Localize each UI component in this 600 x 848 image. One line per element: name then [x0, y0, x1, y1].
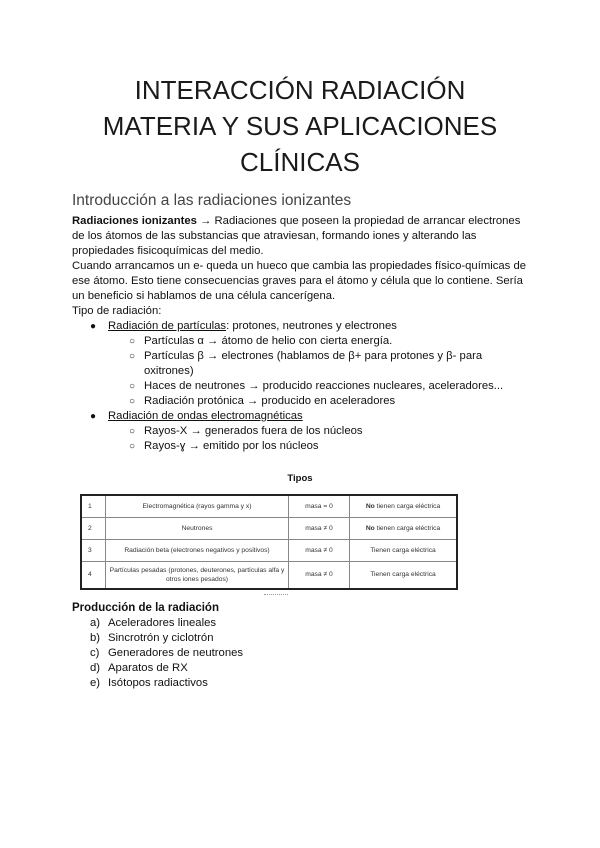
table-cell-number: 1 — [81, 495, 106, 517]
charge-text: tienen carga eléctrica — [374, 502, 441, 510]
table-row — [81, 561, 457, 589]
sub-list — [108, 424, 532, 454]
list-item — [72, 646, 243, 661]
table-cell-number: 3 — [81, 539, 106, 561]
table-cell-description: Neutrones — [106, 517, 289, 539]
hollow-bullet-icon: ○ — [129, 381, 136, 392]
list-text: Isótopos radiactivos — [108, 677, 208, 689]
title-line: INTERACCIÓN RADIACIÓN — [134, 75, 466, 105]
table-cell-mass: masa ≠ 0 — [289, 561, 350, 589]
list-item — [72, 676, 243, 691]
list-label: a) — [90, 617, 101, 629]
title-line: CLÍNICAS — [240, 147, 360, 177]
hollow-bullet-icon: ○ — [129, 351, 136, 362]
list-text: Sincrotrón y ciclotrón — [108, 632, 214, 644]
production-heading: Producción de la radiación — [72, 602, 219, 614]
list-item — [72, 661, 243, 676]
definition-paragraph — [72, 214, 532, 259]
list-label: e) — [90, 677, 101, 689]
list-label: c) — [90, 647, 100, 659]
list-label: d) — [90, 662, 101, 674]
table-cell-number: 4 — [81, 561, 106, 589]
table-cell-charge — [350, 495, 458, 517]
sub-item-text: Rayos-X → generados fuera de los núcleos — [144, 425, 363, 437]
title-line: MATERIA Y SUS APLICACIONES — [102, 111, 498, 141]
table-row — [81, 539, 457, 561]
charge-text: Tienen carga eléctrica — [370, 571, 436, 579]
table-cell-charge — [350, 539, 458, 561]
table-cell-description: Radiación beta (electrones negativos y positivos) — [106, 539, 289, 561]
table-cell-charge — [350, 517, 458, 539]
list-item — [72, 631, 243, 646]
sub-item-text: Rayos-ɣ → emitido por los núcleos — [144, 440, 319, 452]
list-text: Aparatos de RX — [108, 662, 188, 674]
sub-item-text: Haces de neutrones → producido reacciones nucleares, aceleradores... — [144, 380, 504, 392]
list-item — [108, 394, 532, 409]
hollow-bullet-icon: ○ — [129, 396, 136, 407]
table-cell-mass: masa = 0 — [289, 495, 350, 517]
bold-term: Radiaciones ionizantes — [72, 215, 197, 227]
list-item — [108, 439, 532, 454]
list-item — [108, 349, 532, 379]
hollow-bullet-icon: ○ — [129, 426, 136, 437]
table-cell-description: Partículas pesadas (protones, deuterones, partículas alfa y otros iones pesados) — [106, 561, 289, 589]
radiation-type-label: Radiación de ondas electromagnéticas — [108, 410, 303, 422]
bullet-icon: ● — [90, 321, 97, 332]
charge-negation: No — [365, 524, 375, 532]
charge-text: Tienen carga eléctrica — [370, 546, 436, 554]
table-cell-charge — [350, 561, 458, 589]
radiation-type-label: Radiación de partículas — [108, 320, 227, 332]
document-title — [40, 72, 560, 180]
charge-negation: No — [365, 502, 375, 510]
list-item — [108, 379, 532, 394]
radiation-type-list — [72, 319, 532, 454]
section-heading: Introducción a las radiaciones ionizantes — [72, 192, 352, 209]
sub-item-text: Radiación protónica → producido en aceleradores — [144, 395, 396, 407]
sub-item-text: Partículas α → átomo de helio con cierta energía. — [144, 335, 393, 347]
sub-list — [108, 334, 532, 409]
hollow-bullet-icon: ○ — [129, 336, 136, 347]
hollow-bullet-icon: ○ — [129, 441, 136, 452]
table-row — [81, 495, 457, 517]
table-cell-description: Electromagnética (rayos gamma y x) — [106, 495, 289, 517]
list-text: Generadores de neutrones — [108, 647, 244, 659]
table-cell-mass: masa ≠ 0 — [289, 517, 350, 539]
types-label: Tipo de radiación: — [72, 305, 162, 317]
radiation-types-table — [80, 494, 458, 590]
definition-text: → Radiaciones que poseen la propiedad de arrancar electrones de los átomos de las substancias que atraviesan, formando iones y alterando las propiedades fisicoquímicas del medio. — [72, 215, 521, 257]
list-text: Aceleradores lineales — [108, 617, 217, 629]
bullet-icon: ● — [90, 411, 97, 422]
production-list — [72, 616, 243, 691]
table-row — [81, 517, 457, 539]
table-title: Tipos — [287, 473, 313, 484]
divider — [264, 594, 288, 596]
explanation-paragraph: Cuando arrancamos un e- queda un hueco que cambia las propiedades físico-químicas de ese átomo. Esto tiene consecuencias graves para el átomo y célula que lo contiene. Sería un beneficio si hablamos de una célula cancerígena. — [72, 260, 527, 302]
radiation-type-suffix: : protones, neutrones y electrones — [226, 320, 397, 332]
list-item — [108, 334, 532, 349]
list-label: b) — [90, 632, 101, 644]
intro-body — [72, 214, 532, 454]
list-item — [72, 409, 532, 454]
table-cell-number: 2 — [81, 517, 106, 539]
list-item — [108, 424, 532, 439]
sub-item-text: Partículas β → electrones (hablamos de β+ para protones y β- para oxitrones) — [144, 350, 483, 377]
list-item — [72, 319, 532, 409]
charge-text: tienen carga eléctrica — [374, 524, 441, 532]
table-cell-mass: masa ≠ 0 — [289, 539, 350, 561]
list-item — [72, 616, 243, 631]
